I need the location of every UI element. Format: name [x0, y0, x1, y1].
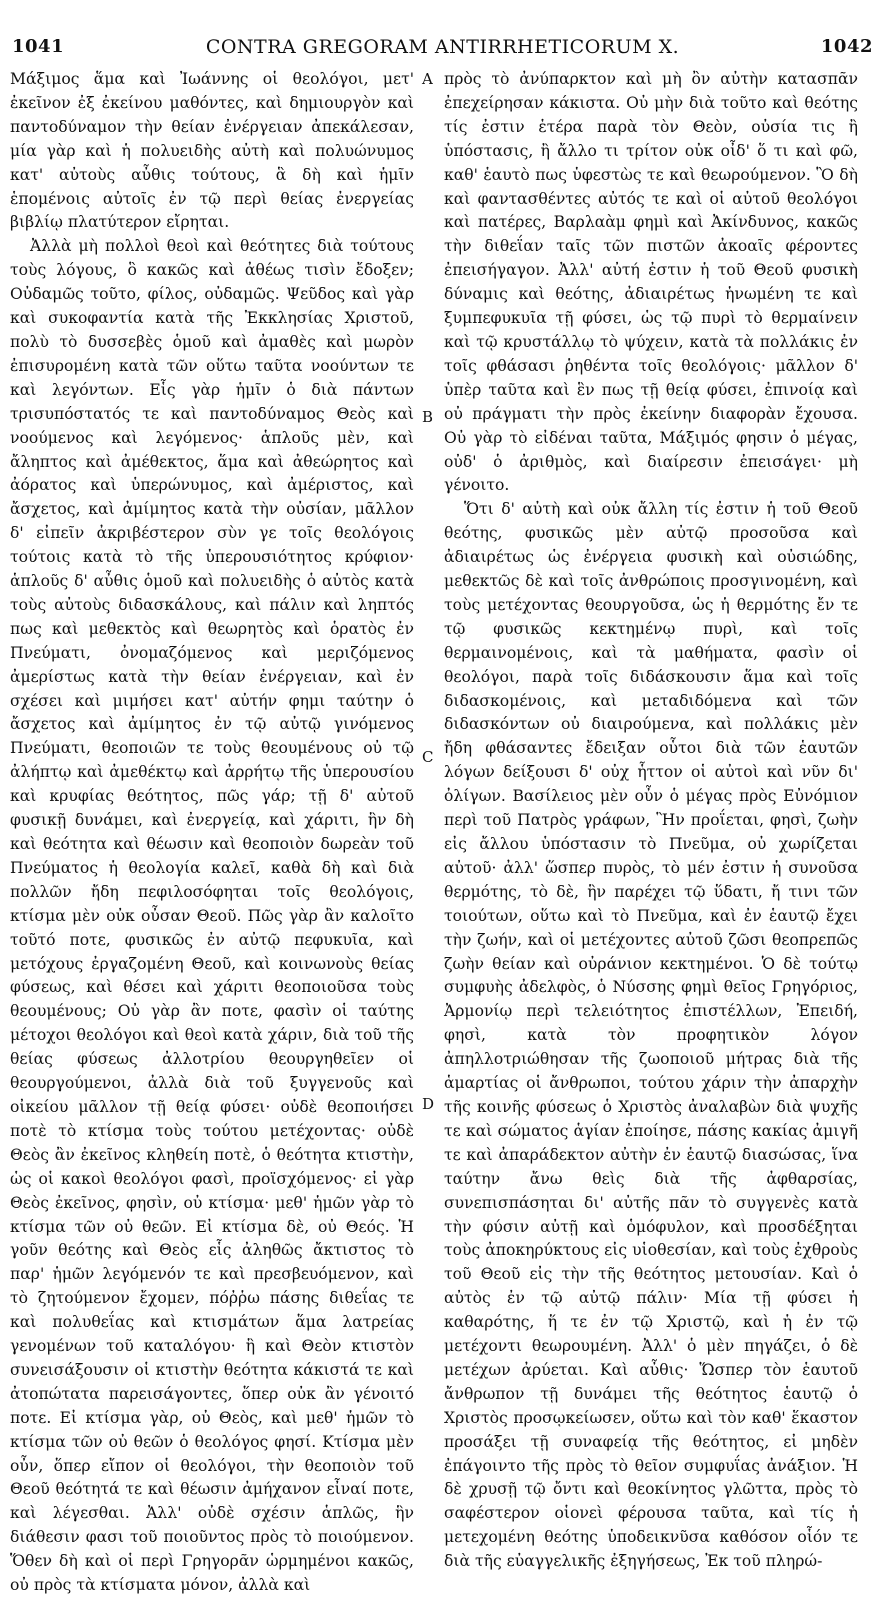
right-paragraph-1: πρὸς τὸ ἀνύπαρκτον καὶ μὴ ὂν αὐτὴν κατασπᾶν ἐπεχείρησαν κάκιστα. Οὐ μὴν διὰ τοῦτο καὶ θεότης τίς ἐστιν ἑτέρα παρὰ τὸν Θεὸν, οὐσία τις ἢ ὑπόστασις, ἢ ἄλλο τι τρίτον οὐκ οἶδ' ὅ τι καὶ φῶ, καθ' ἑαυτὸ πως ὑφεστὼς τε καὶ θεωρούμενον. Ὃ δὴ καὶ φαντασθέντες αὐτός τε καὶ οἱ αὐτοῦ θεολόγοι καὶ πατέρες, Βαρλαὰμ φημὶ καὶ Ἀκίνδυνος, κακῶς τὴν διθεΐαν ταῖς τῶν πιστῶν ἀκοαῖς φέροντες ἐπεισήγαγον. Ἀλλ' αὐτή ἐστιν ἡ τοῦ Θεοῦ φυσικὴ δύναμις καὶ θεότης, ἀδιαιρέτως ἡνωμένη τε καὶ ξυμπεφυκυῖα τῇ φύσει, ὡς τῷ πυρὶ τὸ θερμαίνειν καὶ τῷ κρυστάλλῳ τὸ ψύχειν, κατὰ τὰ πολλάκις ἐν τοῖς φθάσασι ῥηθέντα τοῖς θεολόγοις· μᾶλλον δ' ὑπὲρ ταῦτα καὶ ἓν πως τῇ θείᾳ φύσει, ἐπινοίᾳ καὶ οὐ πράγματι τὴν πρὸς ἐκείνην διαφορὰν ἔχουσα. Οὐ γὰρ τὸ εἰδέναι ταῦτα, Μάξιμός φησιν ὁ μέγας, οὐδ' ὁ ἀριθμὸς, καὶ διαίρεσιν ἐπεισάγει· μὴ γένοιτο. — [444, 70, 858, 495]
left-paragraph-1: Μάξιμος ἅμα καὶ Ἰωάννης οἱ θεολόγοι, μετ' ἐκεῖνον ἐξ ἐκείνου μαθόντες, καὶ δημιουργὸν καὶ παντοδύναμον τὴν θείαν ἐνέργειαν ἀπεκάλεσαν, μία γὰρ καὶ ἡ πολυειδὴς αὐτὴ καὶ πολυώνυμος κατ' αὐτοὺς αὖθις τούτους, ἃ δὴ καὶ ἡμῖν ἑπομένοις αὐτοῖς ἐν τῷ περὶ θείας ἐνεργείας βιβλίῳ πλατύτερον εἴρηται. — [10, 70, 414, 232]
page-header — [12, 36, 873, 60]
margin-marker-b: B — [422, 408, 434, 426]
right-paragraph-2: Ὅτι δ' αὐτὴ καὶ οὐκ ἄλλη τίς ἐστιν ἡ τοῦ Θεοῦ θεότης, φυσικῶς μὲν αὐτῷ προσοῦσα καὶ ἀδιαιρέτως ὡς ἐνέργεια φυσικὴ καὶ οὐσιώδης, μεθεκτῶς δὲ καὶ τοῖς ἀνθρώποις προσγινομένη, καὶ τοὺς μετέχοντας θεουργοῦσα, ὡς ἡ θερμότης ἔν τε τῷ φυσικῶς κεκτημένῳ πυρὶ, καὶ τοῖς θερμαινομένοις, καὶ τὰ μαθήματα, φασὶν οἱ θεολόγοι, παρὰ τοῖς διδάσκουσιν ἅμα καὶ τοῖς διδασκομένοις, καὶ μεταδιδόμενα καὶ τῶν διδασκόντων οὐ διαιρούμενα, καὶ πολλάκις μὲν ἤδη φθάσαντες ἔδειξαν οὗτοι διὰ τῶν ἑαυτῶν λόγων δείξουσι δ' οὐχ ἧττον οἱ αὐτοὶ καὶ νῦν δι' ὀλίγων. Βασίλειος μὲν οὖν ὁ μέγας πρὸς Εὐνόμιον περὶ τοῦ Πατρὸς γράφων, Ἣν προΐεται, φησὶ, ζωὴν εἰς ἄλλου ὑπόστασιν τὸ Πνεῦμα, οὐ χωρίζεται αὐτοῦ· ἀλλ' ὥσπερ πυρὸς, τὸ μέν ἐστιν ἡ συνοῦσα θερμότης, τὸ δὲ, ἣν παρέχει τῷ ὕδατι, ἤ τινι τῶν τοιούτων, οὕτω καὶ τὸ Πνεῦμα, καὶ ἐν ἑαυτῷ ἔχει τὴν ζωήν, καὶ οἱ μετέχοντες αὐτοῦ ζῶσι θεοπρεπῶς ζωὴν θείαν καὶ οὐράνιον κεκτημένοι. Ὁ δὲ τούτῳ συμφυὴς ἀδελφὸς, ὁ Νύσσης φημὶ θεῖος Γρηγόριος, Ἀρμονίῳ περὶ τελειότητος ἐπιστέλλων, Ἐπειδή, φησὶ, κατὰ τὸν προφητικὸν λόγον ἀπηλλοτριώθησαν τῆς ζωοποιοῦ μήτρας διὰ τῆς ἁμαρτίας οἱ ἄνθρωποι, τούτου χάριν τὴν ἀπαρχὴν τῆς κοινῆς φύσεως ὁ Χριστὸς ἀναλαβὼν διὰ ψυχῆς τε καὶ σώματος ἁγίαν ἐποίησε, πάσης κακίας ἀμιγῆ τε καὶ ἀπαράδεκτον αὐτὴν ἐν ἑαυτῷ διασώσας, ἵνα ταύτην ἄνω θεὶς διὰ τῆς ἀφθαρσίας, συνεπισπάσηται δι' αὐτῆς πᾶν τὸ συγγενὲς κατὰ τὴν φύσιν αὐτῇ καὶ ὁμόφυλον, καὶ προσδέξηται τοὺς ἀποκηρύκτους εἰς υἱοθεσίαν, καὶ τοὺς ἐχθροὺς τοῦ Θεοῦ εἰς τὴν τῆς θεότητος μετουσίαν. Καὶ ὁ αὐτὸς ἐν τῷ αὐτῷ πάλιν· Μία τῇ φύσει ἡ καθαρότης, ἥ τε ἐν τῷ Χριστῷ, καὶ ἡ ἐν τῷ μετέχοντι θεωρουμένη. Ἀλλ' ὁ μὲν πηγάζει, ὁ δὲ μετέχων ἀρύεται. Καὶ αὖθις· Ὥσπερ τὸν ἑαυτοῦ ἄνθρωπον τῇ δυνάμει τῆς θεότητος ἑαυτῷ ὁ Χριστὸς προσῳκείωσεν, οὕτω καὶ τὸν καθ' ἕκαστον προσάξει τῇ συναφείᾳ τῆς θεότητος, εἰ μηδὲν ἐπάγοιντο τῆς πρὸς τὸ θεῖον συμφυΐας ἀνάξιον. Ἡ δὲ χρυσῇ τῷ ὄντι καὶ θεοκίνητος γλῶττα, πρὸς τὸ σαφέστερον οἱονεὶ φέρουσα ταῦτα, καὶ τίς ἡ μετεχομένη θεότης ὑποδεικνῦσα καθόσον οἷόν τε διὰ τῆς εὐαγγελικῆς ἐξηγήσεως, Ἐκ τοῦ πληρώ- — [444, 500, 858, 1571]
running-title: CONTRA GREGORAM ANTIRRHETICORUM X. — [205, 36, 680, 58]
left-paragraph-2: Ἀλλὰ μὴ πολλοὶ θεοὶ καὶ θεότητες διὰ τούτους τοὺς λόγους, ὃ κακῶς καὶ ἀθέως τισὶν ἔδοξεν; Οὐδαμῶς τοῦτο, φίλος, οὐδαμῶς. Ψεῦδος καὶ γὰρ καὶ συκοφαντία κατὰ τῆς Ἐκκλησίας Χριστοῦ, πολὺ τὸ δυσσεβὲς ὁμοῦ καὶ ἀμαθὲς καὶ μωρὸν ἐπισυρομένη κατὰ τῶν οὕτω ταῦτα νοούντων τε καὶ λεγόντων. Εἷς γὰρ ἡμῖν ὁ διὰ πάντων τρισυπόστατός τε καὶ παντοδύναμος Θεὸς καὶ νοούμενος καὶ λεγόμενος· ἁπλοῦς μὲν, καὶ ἄληπτος καὶ ἀμέθεκτος, ἅμα καὶ ἀθεώρητος καὶ ἀόρατος καὶ ὑπερώνυμος, καὶ ἀμέριστος, καὶ ἄσχετος, καὶ ἀμίμητος κατὰ τὴν οὐσίαν, μᾶλλον δ' εἰπεῖν ἀκριβέστερον σὺν γε τοῖς θεολόγοις τούτοις κατὰ τὸ τῆς ὑπερουσιότητος κρύφιον· ἁπλοῦς δ' αὖθις ὁμοῦ καὶ πολυειδὴς ὁ αὐτὸς κατὰ τοὺς αὐτοὺς διδασκάλους, καὶ πάλιν καὶ ληπτός πως καὶ μεθεκτὸς καὶ θεωρητὸς καὶ ὁρατὸς ἐν Πνεύματι, ὀνομαζόμενος καὶ μεριζόμενος ἀμερίστως κατὰ τὴν θείαν ἐνέργειαν, καὶ ἐν σχέσει καὶ μιμήσει κατ' αὐτήν φημι ταύτην ὁ ἄσχετος καὶ ἀμίμητος ἐν τῷ αὐτῷ γινόμενος Πνεύματι, θεοποιῶν τε τοὺς θεουμένους οὐ τῷ ἀλήπτῳ καὶ ἀμεθέκτῳ καὶ ἀρρήτῳ τῆς ὑπερουσίου καὶ κρυφίας θεότητος, πῶς γάρ; τῇ δ' αὐτοῦ φυσικῇ δυνάμει, καὶ ἐνεργείᾳ, καὶ χάριτι, ἣν δὴ καὶ θεότητα καὶ θέωσιν καὶ θεοποιὸν δωρεὰν τοῦ Πνεύματος ἡ θεολογία καλεῖ, καθὰ δὴ καὶ διὰ πολλῶν ἤδη πεφιλοσόφηται τοῖς θεολόγοις, κτίσμα μὲν οὐκ οὖσαν Θεοῦ. Πῶς γὰρ ἂν καλοῖτο τοῦτό ποτε, φυσικῶς ἐν αὐτῷ πεφυκυῖα, καὶ μετόχους ἐργαζομένη Θεοῦ, καὶ κοινωνοὺς θείας φύσεως, καὶ θέσει καὶ χάριτι θεοποιοῦσα τοὺς θεουμένους; Οὐ γὰρ ἂν ποτε, φασὶν οἱ ταύτης μέτοχοι θεολόγοι καὶ θεοὶ κατὰ χάριν, διὰ τοῦ τῆς θείας φύσεως ἀλλοτρίου θεουργηθεῖεν οἱ θεουργούμενοι, ἀλλὰ διὰ τοῦ ξυγγενοῦς καὶ οἰκείου μᾶλλον τῇ θείᾳ φύσει· οὐδὲ θεοποιήσει ποτὲ τὸ κτίσμα τοὺς τούτου μετέχοντας· οὐδὲ Θεὸς ἂν ἐκεῖνος κληθείη ποτὲ, ὁ θεότητα κτιστὴν, ὡς οἱ κακοὶ θεολόγοι φασὶ, προϊσχόμενος· εἰ γὰρ Θεὸς ἐκεῖνος, φησὶν, οὐ κτίσμα· μεθ' ἡμῶν γὰρ τὸ κτίσμα τῶν οὐ θεῶν. Εἰ κτίσμα δὲ, οὐ Θεός. Ἡ γοῦν θεότης καὶ Θεὸς εἷς ἀληθῶς ἄκτιστος τὸ παρ' ἡμῶν λεγόμενόν τε καὶ πρεσβευόμενον, καὶ τὸ ζητούμενον ἔχομεν, πόῤῥω πάσης διθεΐας τε καὶ πολυθεΐας καὶ κτισμάτων ἅμα λατρείας γενομένων τοῦ καταλόγου· ἣ καὶ Θεὸν κτιστὸν συνεισάξουσιν οἱ κτιστὴν θεότητα κάκιστά τε καὶ ἀτοπώτατα παρεισάγοντες, ὅπερ οὐκ ἂν γένοιτό ποτε. Εἰ κτίσμα γὰρ, οὐ Θεὸς, καὶ μεθ' ἡμῶν τὸ κτίσμα τῶν οὐ θεῶν ὁ θεολόγος φησί. Κτίσμα μὲν οὖν, ὅπερ εἴπον οἱ θεολόγοι, τὴν θεοποιὸν τοῦ Θεοῦ θεότητά τε καὶ θέωσιν ἀμήχανον εἶναί ποτε, καὶ λέγεσθαι. Ἀλλ' οὐδὲ σχέσιν ἁπλῶς, ἣν διάθεσιν φασι τοῦ ποιοῦντος πρὸς τὸ ποιούμενον. Ὅθεν δὴ καὶ οἱ περὶ Γρηγορᾶν ὡρμημένοι κακῶς, οὐ πρὸς τὰ κτίσματα μόνον, ἀλλὰ καὶ — [10, 237, 414, 1595]
left-column — [10, 68, 414, 1598]
margin-marker-d: D — [422, 1095, 435, 1113]
left-page-number: 1041 — [12, 36, 65, 57]
right-page-number: 1042 — [820, 36, 873, 57]
right-column — [444, 68, 858, 1574]
margin-marker-c: C — [422, 748, 434, 766]
margin-marker-a: A — [422, 70, 433, 88]
